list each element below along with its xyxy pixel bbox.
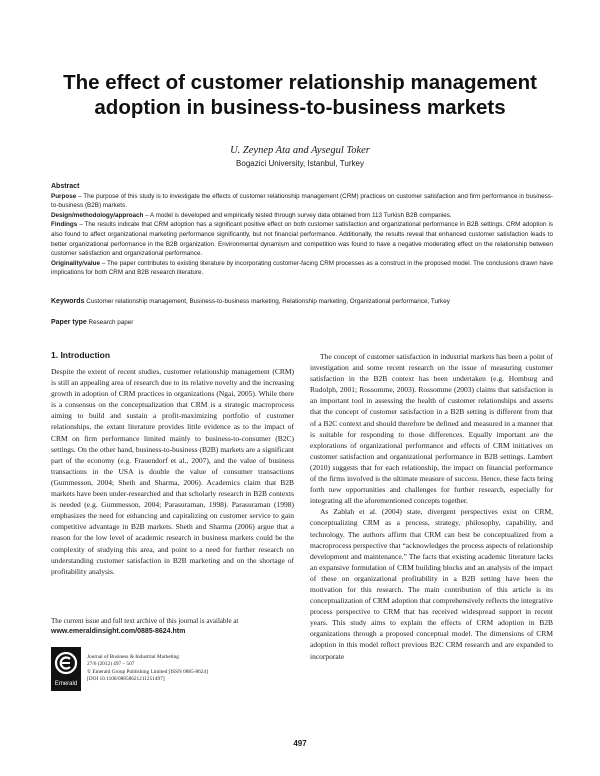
paper-type <box>51 318 553 327</box>
abstract-findings <box>51 220 553 258</box>
keywords-text: Customer relationship management, Business-to-business marketing, Relationship marketing, Organizational performance, Turkey <box>84 298 450 305</box>
abstract-heading: Abstract <box>51 183 80 190</box>
paper-type-label: Paper type <box>51 319 87 326</box>
page-number: 497 <box>293 739 307 748</box>
footnote-text: The current issue and full text archive of this journal is available at <box>51 617 239 625</box>
abstract-design <box>51 211 553 221</box>
abstract-purpose-label: Purpose <box>51 192 77 200</box>
abstract <box>51 182 553 278</box>
right-column-paragraph-2: As Zablah et al. (2004) state, divergent perspectives exist on CRM, conceptualizing CRM as a process, strategy, philosophy, capability, and technology. The authors affirm that CRM can best be conceptualized from a macroprocess perspective that “acknowledges the process aspects of relationship development and maintenance.” The facts that existing academic literature lacks an expansive formulation of CRM building blocks and an analysis of the impact of these on organizational profitability in a B2B setting have been the motivation for this research. The main contribution of this article is its conceptualization of CRM adoption that comprehensively reflects the integrative process perspective to CRM that has received widespread support in recent years. This study aims to explain the effects of CRM adoption in B2B organizations through a proposed conceptual model. The dimensions of CRM adoption in this model reflect previous B2C CRM research and are expanded to incorporate <box>310 507 553 661</box>
abstract-originality-text: – The paper contributes to existing literature by incorporating customer-facing CRM processes as a construct in the proposed model. The conclusions drawn have implications for both CRM and B2B research literature. <box>51 259 553 277</box>
author-affiliation: Bogazici University, Istanbul, Turkey <box>236 159 364 168</box>
abstract-design-label: Design/methodology/approach <box>51 211 144 219</box>
right-column <box>310 351 553 662</box>
paper-title: The effect of customer relationship management adoption in business-to-business markets <box>63 71 537 119</box>
keywords-label: Keywords <box>51 298 85 305</box>
abstract-purpose <box>51 192 553 211</box>
keywords <box>51 297 553 306</box>
abstract-purpose-text: – The purpose of this study is to investigate the effects of customer relationship management (CRM) practices on customer satisfaction and firm performance in business-to-business (B2B) markets. <box>51 192 553 210</box>
footnote-url[interactable]: www.emeraldinsight.com/0885-8624.htm <box>51 628 186 635</box>
logo-text: Emerald <box>54 681 78 687</box>
journal-info-line: © Emerald Group Publishing Limited [ISSN 0885-8624] <box>87 668 208 675</box>
journal-info <box>87 654 287 683</box>
paper-authors: U. Zeynep Ata and Aysegul Toker <box>230 145 370 156</box>
section-heading: 1. Introduction <box>51 350 111 360</box>
abstract-design-text: – A model is developed and empirically tested through survey data obtained from 113 Turkish B2B companies. <box>143 211 452 219</box>
left-column <box>51 366 294 577</box>
abstract-originality-label: Originality/value <box>51 259 100 267</box>
left-column-paragraph: Despite the extent of recent studies, customer relationship management (CRM) is still an appealing area of research due to its relative novelty and the increasing growth in adoption of CRM practices in organizations (Ngai, 2005). While there is a consensus on the conceptualization that CRM is a strategic macroprocess aiming to build and sustain a profit-maximizing portfolio of customer relationships, the extant literature provides little evidence as to the impact of CRM on firm performance limited mainly to business-to-consumer (B2C) settings. On the other hand, business-to-business (B2B) markets are a significant part of the economy (e.g. Frauendorf et al., 2007), and the value of business transactions in the USA is double the value of consumer transactions (Gummesson, 2004; Sheth and Sharma, 2006). Academics claim that B2B markets have been under-researched and that scholarly research in B2B contexts is needed (e.g. Gummesson, 2004; Parasuraman, 1998). Parasuraman (1998) emphasizes the need for enhancing and capitalizing on customer service to gain competitive advantage in B2B markets. Sheth and Sharma (2006) argue that a reason for the low level of academic research in business markets could be the complexity of studying this area, and point to a need for further research on understanding customer satisfaction in B2B marketing and on the shortage of profitability analysis. <box>51 367 294 576</box>
archive-footnote <box>51 616 294 637</box>
journal-info-line: [DOI 10.1108/08858621211251497] <box>87 675 165 682</box>
abstract-findings-text: – The results indicate that CRM adoption has a significant positive effect on both customer satisfaction and organizational performance in B2B settings. CRM adoption is also found to affect organizational marketing performance significantly, but not financial performance. Additionally, the results reveal that enhanced customer satisfaction leads to better organizational performance in the B2B organization. Environmental dynamism and competition was found to have a negative moderating effect on the relationship between customer satisfaction and organizational performance. <box>51 221 553 258</box>
abstract-findings-label: Findings <box>51 221 78 229</box>
paper-type-text: Research paper <box>86 319 134 326</box>
journal-info-line: 27/6 (2012) 497 – 507 <box>87 661 135 668</box>
right-column-paragraph-1: The concept of customer satisfaction in industrial markets has been a point of investigation and some recent research on the issue of measuring customer satisfaction in the B2B context has been undertaken (e.g. Homburg and Rudolph, 2001; Rossomme, 2003). Rossomme (2003) claims that satisfaction is an important tool in assessing the health of customer relationships and asserts that the concept of customer satisfaction in a B2B setting is different from that of a B2C context and should therefore be defined and measured in a manner that is suitable for responding to those differences. Equally important are the explorations of organizational performance and effects of CRM initiatives on customer satisfaction and organizational performance in B2B settings. Lambert (2010) suggests that for each relationship, the impact on financial performance of the firms involved is the ultimate measure of success. Hence, these facts bring forth new opportunities and challenges for further research, especially for integrating all the aforementioned concepts together. <box>310 352 553 506</box>
abstract-originality <box>51 259 553 278</box>
emerald-logo-icon <box>51 647 81 691</box>
journal-info-line: Journal of Business & Industrial Marketing <box>87 654 179 660</box>
